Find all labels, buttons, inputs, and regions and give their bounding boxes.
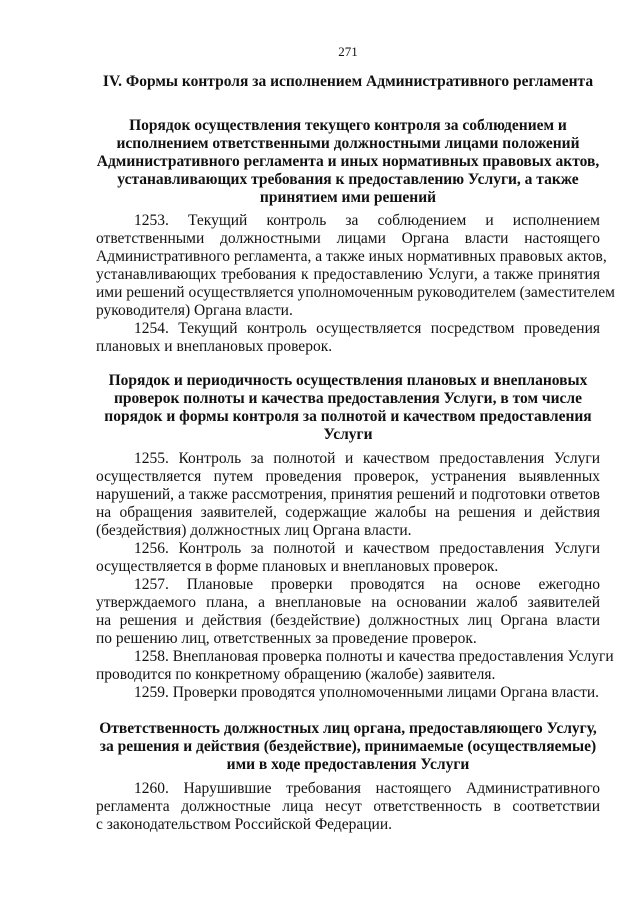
heading-line: Услуги — [323, 426, 373, 443]
paragraph-line: Административного регламента, а также иных нормативных правовых актов, — [96, 248, 607, 265]
page-number: 271 — [338, 44, 358, 59]
heading-line: принятием ими решений — [259, 189, 437, 206]
paragraph-line: регламента должностные лица несут ответственность в соответствии — [96, 798, 600, 815]
heading-line: Административного регламента и иных нормативных правовых актов, — [96, 153, 600, 170]
paragraph-line: 1260. Нарушившие требования настоящего Административного — [134, 780, 600, 797]
paragraph-1260 — [96, 780, 600, 834]
paragraph-line: руководителя) Органа власти. — [96, 302, 293, 319]
heading-line: за решения и действия (бездействие), принимаемые (осуществляемые) — [99, 738, 597, 755]
paragraph-line: 1258. Внеплановая проверка полноты и качества предоставления Услуги — [134, 648, 614, 665]
paragraph-line: устанавливающих требования к предоставлению Услуги, а также принятия — [96, 266, 600, 283]
heading-line: Порядок осуществления текущего контроля за соблюдением и — [129, 117, 567, 134]
paragraph-1257 — [96, 576, 600, 648]
paragraph-line: (бездействия) должностных лиц Органа власти. — [96, 522, 412, 539]
heading-line: Ответственность должностных лиц органа, предоставляющего Услугу, — [99, 720, 597, 737]
paragraph-line: нарушений, а также рассмотрения, принятия решений и подготовки ответов — [96, 486, 600, 503]
paragraph-line: проводится по конкретному обращению (жалобе) заявителя. — [96, 666, 496, 683]
chapter-title: IV. Формы контроля за исполнением Административного регламента — [102, 73, 594, 90]
paragraph-line: ответственными должностными лицами Органа власти настоящего — [96, 230, 600, 247]
section-heading-periodic-checks — [96, 372, 600, 444]
paragraph-line: на обращения заявителей, содержащие жалобы на решения и действия — [96, 504, 600, 521]
paragraph-line: 1254. Текущий контроль осуществляется посредством проведения — [134, 320, 600, 337]
heading-line: исполнением ответственными должностными лицами положений — [116, 135, 580, 152]
paragraph-line: 1255. Контроль за полнотой и качеством предоставления Услуги — [134, 450, 600, 467]
paragraph-line: утверждаемого плана, а внеплановые на основании жалоб заявителей — [96, 594, 600, 611]
paragraph-line: 1256. Контроль за полнотой и качеством предоставления Услуги — [134, 540, 600, 557]
paragraph-line: на решения и действия (бездействие) должностных лиц Органа власти — [96, 612, 600, 629]
section-heading-current-control — [96, 117, 600, 207]
paragraph-1253 — [96, 212, 615, 320]
heading-line: Порядок и периодичность осуществления плановых и внеплановых — [108, 372, 588, 389]
section-heading-responsibility — [96, 720, 600, 774]
paragraph-line: по решению лиц, ответственных за проведение проверок. — [96, 630, 477, 647]
heading-line: ими в ходе предоставления Услуги — [226, 756, 470, 773]
paragraph-line: осуществляется в форме плановых и внеплановых проверок. — [96, 558, 499, 575]
paragraph-1259 — [96, 684, 600, 702]
paragraph-1256 — [96, 540, 600, 576]
heading-line: устанавливающих требования к предоставлению Услуги, а также — [117, 171, 579, 188]
paragraph-line: с законодательством Российской Федерации. — [96, 816, 393, 833]
paragraph-line: 1257. Плановые проверки проводятся на основе ежегодно — [134, 576, 600, 593]
paragraph-line: ими решений осуществляется уполномоченным руководителем (заместителем — [96, 284, 615, 301]
paragraph-line: осуществляется путем проведения проверок, устранения выявленных — [96, 468, 600, 485]
heading-line: порядок и формы контроля за полнотой и качеством предоставления — [104, 408, 592, 425]
paragraph-1258 — [96, 648, 614, 684]
paragraph-1254 — [96, 320, 600, 356]
heading-line: проверок полноты и качества предоставления Услуги, в том числе — [113, 390, 583, 407]
paragraph-line: 1253. Текущий контроль за соблюдением и исполнением — [134, 212, 600, 229]
paragraph-line: плановых и внеплановых проверок. — [96, 338, 333, 355]
paragraph-line: 1259. Проверки проводятся уполномоченными лицами Органа власти. — [134, 684, 600, 701]
paragraph-1255 — [96, 450, 600, 540]
